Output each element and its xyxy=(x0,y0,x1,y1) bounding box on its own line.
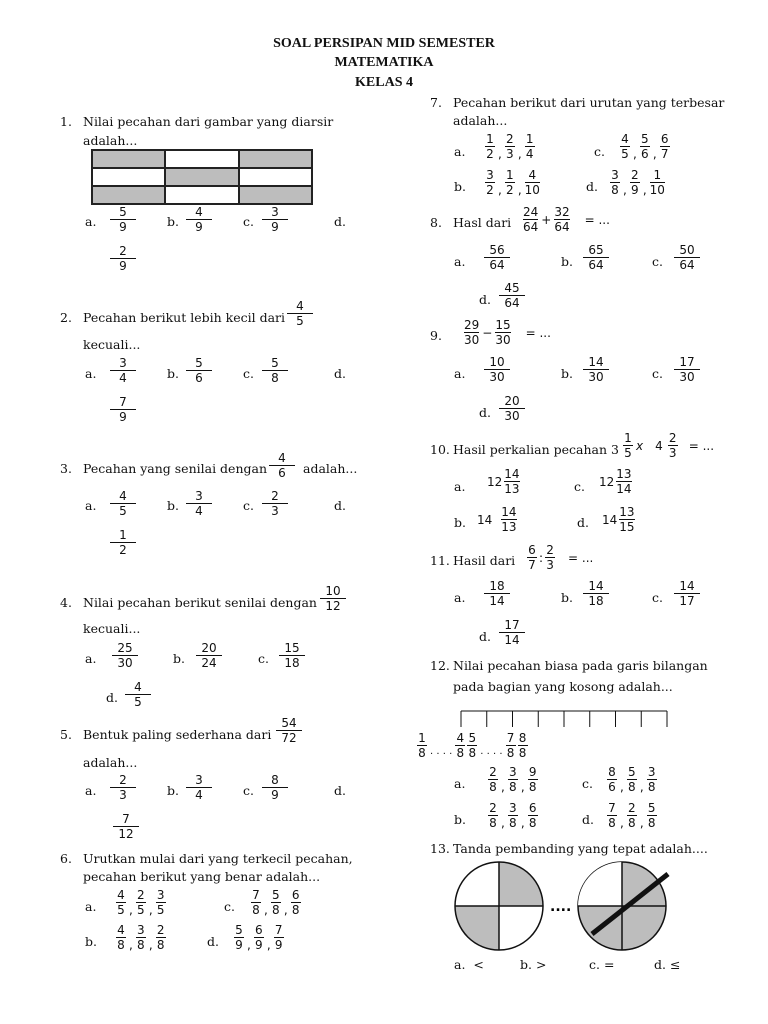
q13-option-b[interactable]: b. > xyxy=(520,957,547,972)
q12-text-2: pada bagian yang kosong adalah... xyxy=(453,679,673,694)
q11-number: 11. xyxy=(430,553,450,568)
q12-number: 12. xyxy=(430,658,450,673)
q6-option-a[interactable]: 4 5 , 2 5 , 3 5 xyxy=(117,888,165,917)
q8-option-c[interactable]: 50 64 xyxy=(674,243,700,272)
q6-option-a-label: a. xyxy=(85,899,97,914)
q8-option-c-label: c. xyxy=(652,254,663,269)
q11-option-a[interactable]: 18 14 xyxy=(484,579,510,608)
q13-option-d[interactable]: d. ≤ xyxy=(654,957,681,972)
q5-option-b[interactable]: 3 4 xyxy=(186,773,212,802)
q6-number: 6. xyxy=(60,851,72,866)
q1-number: 1. xyxy=(60,114,72,129)
q10-number: 10. xyxy=(430,442,450,457)
q11-expression: 6 7 : $\frac{2}{3}$ = ... xyxy=(528,543,594,572)
q3-option-b-label: b. xyxy=(167,498,179,513)
q5-option-b-label: b. xyxy=(167,783,179,798)
q1-option-d[interactable]: 2 9 xyxy=(110,244,136,273)
q9-option-d-label: d. xyxy=(479,405,491,420)
q6-option-c[interactable]: 7 8 , 5 8 , 6 8 xyxy=(252,888,300,917)
q11-option-a-label: a. xyxy=(454,590,466,605)
q8-option-b-label: b. xyxy=(561,254,573,269)
q3-option-d-label: d. xyxy=(334,498,346,513)
q11-option-c[interactable]: 14 17 xyxy=(674,579,700,608)
q9-option-b-label: b. xyxy=(561,366,573,381)
q4-option-c-label: c. xyxy=(258,651,269,666)
number-line xyxy=(455,705,675,731)
q3-ref-fraction: 4 6 xyxy=(269,451,295,480)
grid-cell xyxy=(239,186,312,204)
q2-option-d[interactable]: 7 9 xyxy=(110,395,136,424)
q10-expression: 1 5 x 4 $\frac{2}{3}$ = ... xyxy=(624,431,715,460)
q4-option-b[interactable]: 20 24 xyxy=(196,641,222,670)
q5-option-c[interactable]: 8 9 xyxy=(262,773,288,802)
q11-option-d[interactable]: 17 14 xyxy=(499,618,525,647)
q4-ref-fraction: 10 12 xyxy=(320,584,346,613)
q6-option-c-label: c. xyxy=(224,899,235,914)
q7-option-c-label: c. xyxy=(594,144,605,159)
q12-option-a[interactable]: 2 8 , 3 8 , 9 8 xyxy=(489,765,537,794)
q9-option-d[interactable]: 20 30 xyxy=(499,394,525,423)
q6-option-b[interactable]: 4 8 , 3 8 , 2 8 xyxy=(117,923,165,952)
q5-ref-fraction: 54 72 xyxy=(276,716,302,745)
grid-cell xyxy=(165,168,238,186)
number-line-labels: 1 8 · · · · 4 8 5 8 · · · · 7 8 8 8 xyxy=(418,731,527,760)
q4-option-c[interactable]: 15 18 xyxy=(279,641,305,670)
q13-between-dots: .... xyxy=(550,899,572,915)
q10-option-b-label: b. xyxy=(454,515,466,530)
q12-option-b-label: b. xyxy=(454,812,466,827)
q4-option-d[interactable]: 4 5 xyxy=(125,680,151,709)
q7-number: 7. xyxy=(430,95,442,110)
q13-circles-figure xyxy=(452,858,677,958)
q5-option-d-label: d. xyxy=(334,783,346,798)
q5-text-2: adalah... xyxy=(83,755,138,770)
q10-option-b[interactable]: 14 14 13 xyxy=(477,505,517,534)
q8-option-b[interactable]: 65 64 xyxy=(583,243,609,272)
q7-text-1: Pecahan berikut dari urutan yang terbesar xyxy=(453,95,725,110)
title-line-2: MATEMATIKA xyxy=(334,55,434,70)
q4-text-1: Nilai pecahan berikut senilai dengan xyxy=(83,595,317,610)
right-circle-halves xyxy=(578,862,668,950)
q10-option-d-label: d. xyxy=(577,515,589,530)
q1-option-a[interactable]: 5 9 xyxy=(110,205,136,234)
q7-option-c[interactable]: 4 5 , 5 6 , 6 7 xyxy=(621,132,669,161)
grid-cell xyxy=(92,168,165,186)
q11-text-1: Hasil dari xyxy=(453,553,516,568)
q3-option-b[interactable]: 3 4 xyxy=(186,489,212,518)
q3-option-a[interactable]: 4 5 xyxy=(110,489,136,518)
q12-option-c[interactable]: 8 6 , 5 8 , 3 8 xyxy=(608,765,656,794)
q7-text-2: adalah... xyxy=(453,113,508,128)
q10-option-c-label: c. xyxy=(574,479,585,494)
q8-option-a[interactable]: 56 64 xyxy=(484,243,510,272)
q10-text-1: Hasil perkalian pecahan 3 xyxy=(453,442,619,457)
q2-option-d-label: d. xyxy=(334,366,346,381)
q4-option-a[interactable]: 25 30 xyxy=(112,641,138,670)
q1-shaded-grid xyxy=(91,149,313,205)
q10-option-a-label: a. xyxy=(454,479,466,494)
q7-option-b[interactable]: 3 2 , 1 2 , 4 10 xyxy=(486,168,540,197)
q12-option-d-label: d. xyxy=(582,812,594,827)
q12-option-a-label: a. xyxy=(454,776,466,791)
q3-text-1: Pecahan yang senilai dengan xyxy=(83,461,268,476)
q3-number: 3. xyxy=(60,461,72,476)
q5-option-c-label: c. xyxy=(243,783,254,798)
q8-number: 8. xyxy=(430,215,442,230)
q11-option-c-label: c. xyxy=(652,590,663,605)
q2-option-c-label: c. xyxy=(243,366,254,381)
q6-text-2: pecahan berikut yang benar adalah... xyxy=(83,869,321,884)
q8-option-d-label: d. xyxy=(479,292,491,307)
q12-option-d[interactable]: 7 8 , 2 8 , 5 8 xyxy=(608,801,656,830)
q6-text-1: Urutkan mulai dari yang terkecil pecahan, xyxy=(83,851,353,866)
q8-option-a-label: a. xyxy=(454,254,466,269)
grid-cell xyxy=(239,150,312,168)
q2-option-a[interactable]: 3 4 xyxy=(110,356,136,385)
q9-number: 9. xyxy=(430,328,442,343)
q7-option-a-label: a. xyxy=(454,144,466,159)
q7-option-d-label: d. xyxy=(586,179,598,194)
q4-option-a-label: a. xyxy=(85,651,97,666)
q7-option-d[interactable]: 3 8 , 2 9 , 1 10 xyxy=(611,168,665,197)
q6-option-d[interactable]: 5 9 , 6 9 , 7 9 xyxy=(235,923,283,952)
q12-option-b[interactable]: 2 8 , 3 8 , 6 8 xyxy=(489,801,537,830)
q2-ref-fraction: 4 5 xyxy=(287,299,313,328)
q10-option-c[interactable]: 12 13 14 xyxy=(599,467,632,496)
q9-option-a-label: a. xyxy=(454,366,466,381)
q6-option-b-label: b. xyxy=(85,934,97,949)
grid-cell xyxy=(92,150,165,168)
q1-option-c[interactable]: 3 9 xyxy=(262,205,288,234)
q11-option-d-label: d. xyxy=(479,629,491,644)
q5-text-1: Bentuk paling sederhana dari xyxy=(83,727,272,742)
q13-number: 13. xyxy=(430,841,450,856)
q13-option-c[interactable]: c. = xyxy=(589,957,615,972)
q9-option-c[interactable]: 17 30 xyxy=(674,355,700,384)
q3-option-c[interactable]: 2 3 xyxy=(262,489,288,518)
q2-option-c[interactable]: 5 8 xyxy=(262,356,288,385)
q11-option-b-label: b. xyxy=(561,590,573,605)
q8-text-1: Hasl dari xyxy=(453,215,512,230)
q11-option-b[interactable]: 14 18 xyxy=(583,579,609,608)
q4-text-2: kecuali... xyxy=(83,621,141,636)
q1-option-b-label: b. xyxy=(167,214,179,229)
q2-text-2: kecuali... xyxy=(83,337,141,352)
q2-option-b[interactable]: 5 6 xyxy=(186,356,212,385)
q3-option-d[interactable]: 1 2 xyxy=(110,528,136,557)
q5-number: 5. xyxy=(60,727,72,742)
q1-option-a-label: a. xyxy=(85,214,97,229)
q5-option-a-label: a. xyxy=(85,783,97,798)
q1-option-c-label: c. xyxy=(243,214,254,229)
q3-option-c-label: c. xyxy=(243,498,254,513)
q12-text-1: Nilai pecahan biasa pada garis bilangan xyxy=(453,658,708,673)
grid-cell xyxy=(165,186,238,204)
q8-expression: 24 64 + $\frac{32}{64}$ = ... xyxy=(523,205,610,234)
q5-option-a[interactable]: 2 3 xyxy=(110,773,136,802)
q13-option-a[interactable]: a. < xyxy=(454,957,484,972)
title-line-1: SOAL PERSIPAN MID SEMESTER xyxy=(273,36,495,51)
q7-option-a[interactable]: 1 2 , 2 3 , 1 4 xyxy=(486,132,534,161)
q5-option-d[interactable]: 7 12 xyxy=(113,812,139,841)
grid-cell xyxy=(239,168,312,186)
q9-option-a[interactable]: 10 30 xyxy=(484,355,510,384)
q12-option-c-label: c. xyxy=(582,776,593,791)
q10-option-d[interactable]: 14 13 15 xyxy=(602,505,635,534)
q4-option-b-label: b. xyxy=(173,651,185,666)
q10-option-a[interactable]: 12 14 13 xyxy=(487,467,520,496)
q2-text-1: Pecahan berikut lebih kecil dari xyxy=(83,310,286,325)
q3-option-a-label: a. xyxy=(85,498,97,513)
grid-cell xyxy=(92,186,165,204)
grid-cell xyxy=(165,150,238,168)
title-line-3: KELAS 4 xyxy=(355,75,413,90)
q2-option-a-label: a. xyxy=(85,366,97,381)
q1-option-b[interactable]: 4 9 xyxy=(186,205,212,234)
q6-option-d-label: d. xyxy=(207,934,219,949)
q2-number: 2. xyxy=(60,310,72,325)
q9-option-b[interactable]: 14 30 xyxy=(583,355,609,384)
q8-option-d[interactable]: 45 64 xyxy=(499,281,525,310)
q9-expression: 29 30 − $\frac{15}{30}$ = ... xyxy=(464,318,551,347)
q4-number: 4. xyxy=(60,595,72,610)
q4-option-d-label: d. xyxy=(106,690,118,705)
q1-option-d-label: d. xyxy=(334,214,346,229)
q1-text-2: adalah... xyxy=(83,133,138,148)
q2-option-b-label: b. xyxy=(167,366,179,381)
q13-text-1: Tanda pembanding yang tepat adalah.... xyxy=(453,841,708,856)
q1-text-1: Nilai pecahan dari gambar yang diarsir xyxy=(83,114,334,129)
q9-option-c-label: c. xyxy=(652,366,663,381)
q7-option-b-label: b. xyxy=(454,179,466,194)
left-circle-quarters xyxy=(455,862,543,950)
q3-text-2: adalah... xyxy=(303,461,358,476)
